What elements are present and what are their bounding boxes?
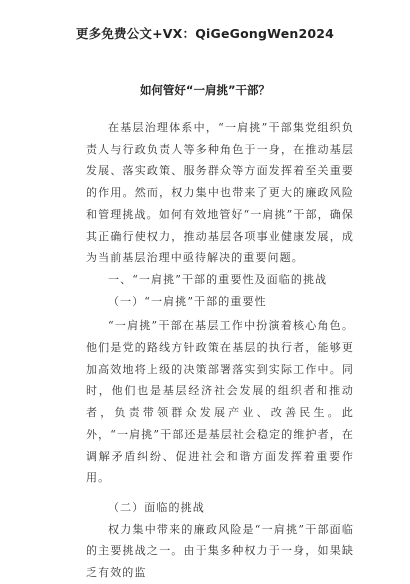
challenges-paragraph: 权力集中带来的廉政风险是“一肩挑”干部面临的主要挑战之一。由于集多种权力于一身，如果缺乏有效的监 [86,522,354,580]
document-body [86,117,354,584]
document-title: 如何管好“一肩挑”干部？ [139,83,271,97]
importance-paragraph: “一肩挑”干部在基层工作中扮演着核心角色。他们是党的路线方针政策在基层的执行者，能够更加高效地将上级的决策部署落实到实际工作中。同时，他们也是基层经济社会发展的组织者和推动者，负责带领群众发展产业、改善民生。此外，“一肩挑”干部还是基层社会稳定的维护者，在调解矛盾纠纷、促进社会和谐方面发挥着重要作用。 [86,319,354,485]
section-heading-1: 一、“一肩挑”干部的重要性及面临的挑战 [108,272,328,286]
subsection-heading-2: （二）面临的挑战 [108,500,205,514]
subsection-heading-1: （一）“一肩挑”干部的重要性 [108,294,267,308]
intro-paragraph: 在基层治理体系中，“一肩挑”干部集党组织负责人与行政负责人等多种角色于一身，在推动基层发展、落实政策、服务群众等方面发挥着至关重要的作用。然而，权力集中也带来了更大的廉政风险和管理挑战。如何有效地管好“一肩挑”干部，确保其正确行使权力，推动基层各项事业健康发展，成为当前基层治理中亟待解决的重要问题。 [86,121,354,265]
watermark-header: 更多免费公文+VX：QiGeGongWen2024 [75,26,335,41]
